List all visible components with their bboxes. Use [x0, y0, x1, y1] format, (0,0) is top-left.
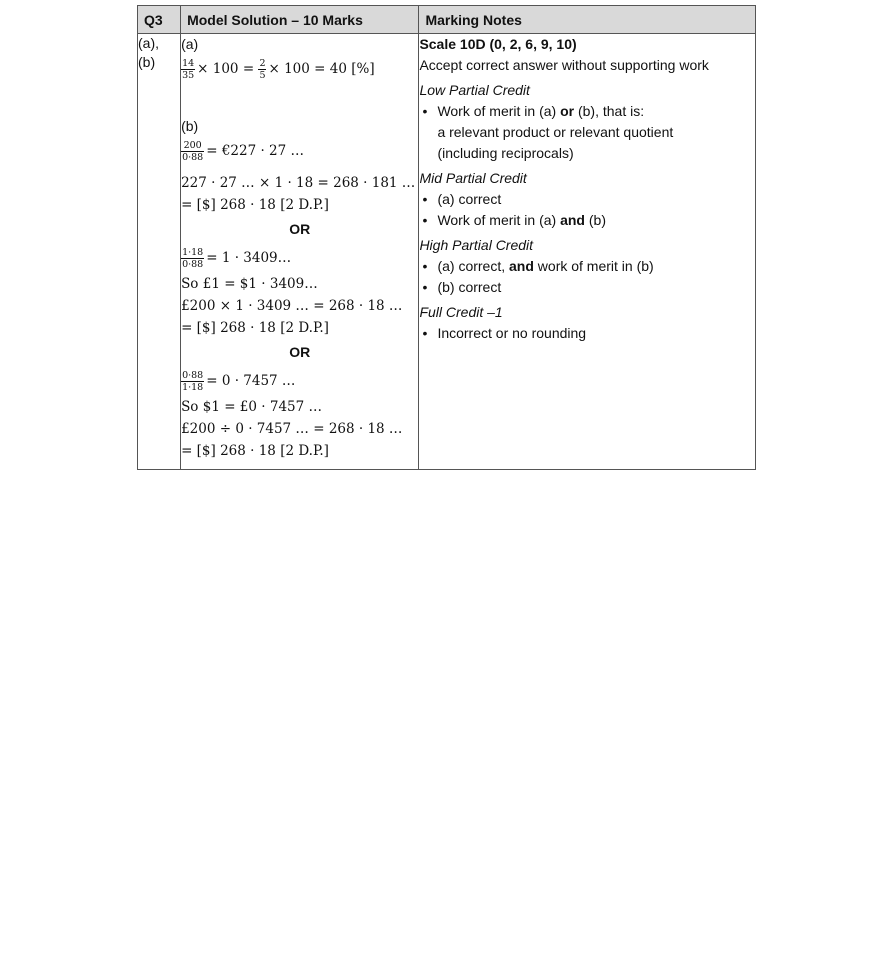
- method-2-line-4: = [$] 268 · 18 [2 D.P.]: [181, 320, 329, 336]
- marking-notes-header: Marking Notes: [419, 6, 756, 34]
- or-separator-1: OR: [289, 221, 311, 237]
- question-row: [138, 34, 756, 470]
- part-a-label: (a): [181, 36, 199, 52]
- or-separator-2: OR: [289, 344, 311, 360]
- low-partial-credit-item: • Work of merit in (a) or (b), that is:: [419, 101, 755, 122]
- method-2-line-3: £200 × 1 · 3409 … = 268 · 18 …: [181, 298, 403, 314]
- header-row: [138, 6, 756, 34]
- high-partial-credit-item-2: • (b) correct: [419, 277, 755, 298]
- method-3-line-1: $\frac{0\cdot 88}{1\cdot 18}$ = 0 · 7457 …: [182, 370, 296, 393]
- full-credit-title: Full Credit –1: [419, 304, 503, 320]
- mid-partial-credit-title: Mid Partial Credit: [419, 170, 527, 186]
- method-3-line-2: So $1 = £0 · 7457 …: [181, 399, 323, 415]
- fraction-14-35: $\frac{14}{35}$: [182, 58, 195, 81]
- question-part-b: (b): [138, 54, 156, 70]
- fraction-118-088: $\frac{1\cdot 18}{0\cdot 88}$: [182, 247, 204, 270]
- mid-partial-credit-item-1: • (a) correct: [419, 189, 755, 210]
- fraction-2-5: $\frac{2}{5}$: [259, 58, 266, 81]
- marking-scheme-table: [137, 5, 756, 470]
- scale-heading: Scale 10D (0, 2, 6, 9, 10): [419, 36, 577, 52]
- method-3-line-4: = [$] 268 · 18 [2 D.P.]: [181, 443, 329, 459]
- part-b-line-3: = [$] 268 · 18 [2 D.P.]: [181, 197, 329, 213]
- model-solution-cell: [181, 34, 419, 470]
- accept-note: Accept correct answer without supporting work: [419, 57, 709, 73]
- part-b-line-1: $\frac{200}{0\cdot 88}$ = €227 · 27 …: [182, 140, 305, 163]
- low-partial-credit-detail-1: a relevant product or relevant quotient: [437, 124, 674, 140]
- low-partial-credit-title: Low Partial Credit: [419, 82, 530, 98]
- high-partial-credit-title: High Partial Credit: [419, 237, 534, 253]
- full-credit-item: • Incorrect or no rounding: [419, 323, 755, 344]
- part-b-label: (b): [181, 118, 199, 134]
- question-number-header: Q3: [138, 6, 181, 34]
- marking-notes-cell: [419, 34, 756, 470]
- part-b-line-2: 227 · 27 … × 1 · 18 = 268 · 181 …: [181, 175, 416, 191]
- part-a-working: $\frac{14}{35}$ × 100 = $\frac{2}{5}$ × 100 = 40 [%]: [182, 58, 375, 81]
- method-2-line-2: So £1 = $1 · 3409…: [181, 276, 318, 292]
- fraction-200-088: $\frac{200}{0\cdot 88}$: [182, 140, 204, 163]
- fraction-088-118: $\frac{0\cdot 88}{1\cdot 18}$: [182, 370, 204, 393]
- method-2-line-1: $\frac{1\cdot 18}{0\cdot 88}$ = 1 · 3409…: [182, 247, 292, 270]
- method-3-line-3: £200 ÷ 0 · 7457 … = 268 · 18 …: [181, 421, 403, 437]
- mid-partial-credit-item-2: • Work of merit in (a) and (b): [419, 210, 755, 231]
- question-parts-cell: [138, 34, 181, 470]
- low-partial-credit-detail-2: (including reciprocals): [437, 145, 574, 161]
- question-part-a: (a),: [138, 35, 159, 51]
- high-partial-credit-item-1: • (a) correct, and work of merit in (b): [419, 256, 755, 277]
- model-solution-header: Model Solution – 10 Marks: [181, 6, 419, 34]
